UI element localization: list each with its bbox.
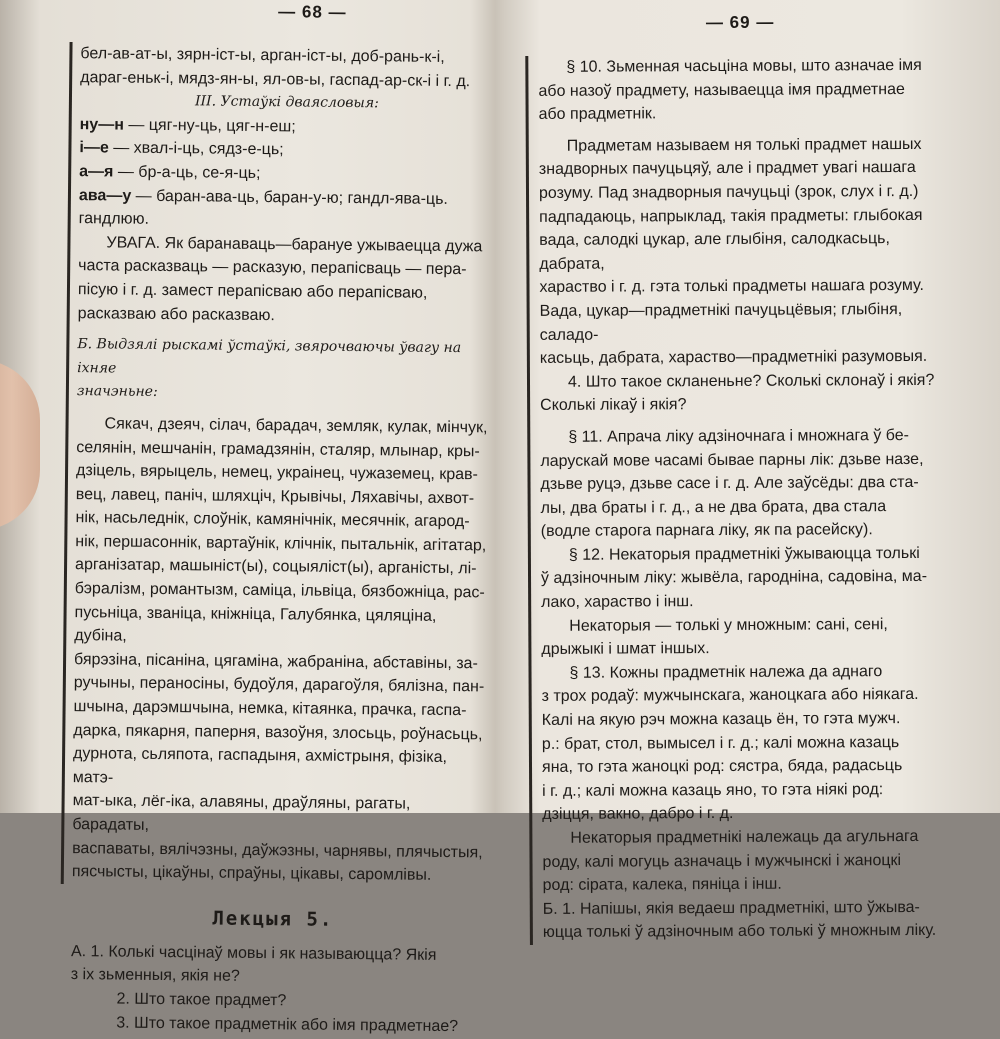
paragraph-line: лы, два браты і г. д., а не два брата, два стала: [540, 497, 887, 517]
text-line: арганізатар, машыніст(ы), соцыяліст(ы), арганісты, лі-: [74, 556, 477, 578]
paragraph-line: р.: брат, стол, вымысел і г. д.; калі можна казаць: [541, 733, 900, 753]
question-line: з іх зьменныя, якія не?: [70, 966, 240, 986]
paragraph-line: § 13. Кожны прадметнік належа да аднаго: [569, 662, 883, 682]
text-line: УВАГА. Як баранаваць—барануе ужываецца дужа: [106, 234, 483, 256]
paragraph-line: Калі на якую рэч можна казаць ён, то гэта мужч.: [541, 710, 901, 729]
text-line: ава—у — баран-ава-ць, баран-у-ю; гандл-ява-ць.: [78, 186, 448, 208]
text-line: нік, першасоннік, вартаўнік, клічнік, пытальнік, агітатар,: [75, 532, 487, 555]
paragraph-line: розуму. Пад знадворныя пачуцьці (зрок, слух і г. д.): [538, 182, 919, 202]
right-page: [525, 0, 960, 945]
text-line: пісую і г. д. замест перапісваю або перапісваю,: [77, 281, 428, 302]
paragraph-line: з трох родаў: мужчынскага, жаноцкага або ніякага.: [541, 686, 919, 706]
paragraph-line: дзіцця, вакно, дабро і г. д.: [542, 805, 734, 824]
paragraph-line: касьць, дабрата, харaство—прадметнікі разумовыя.: [539, 348, 928, 368]
text-line: нік, насьледнік, слоўнік, камянічнік, месячнік, агарод-: [75, 509, 470, 531]
paragraph-line: дзьве руцэ, дзьве сасе і г. д. Але заўсёды: два ста-: [540, 474, 919, 494]
text-line: вец, лавец, паніч, шляхціч, Крывічы, Ляхавічы, ахвот-: [75, 485, 475, 507]
section-header: III. Устаўкі дваясловыя:: [194, 93, 379, 112]
page-number-right: — 69 —: [705, 12, 775, 33]
text-line: пусьніца, званіца, кніжніца, Галубянка, цяляціна, дубіна,: [74, 603, 437, 645]
paragraph-line: § 11. Апрача ліку адзіночнага і множнага ў бе-: [568, 426, 910, 446]
text-line: пясчысты, цікаўны, спраўны, цікавы, саромлівы.: [71, 863, 432, 885]
paragraph-line: роду, калі могуць азначаць і мужчынскі і жаноцкі: [542, 851, 902, 871]
left-page: [59, 0, 495, 1039]
lecture-questions: [59, 940, 485, 1039]
text-line: шчына, дарэмшчына, немка, кітаянка, прачка, гаспа-: [73, 698, 467, 720]
text-line: васпаваты, вялічэзны, даўжэзны, чарнявы, плячыстыя,: [72, 839, 483, 861]
text-line: мат-ыка, лёг-іка, алавяны, драўляны, рагаты, барадаты,: [72, 792, 411, 834]
paragraph-line: або назоў прадмету, называецца імя прадметнае: [538, 80, 905, 100]
question-line: А. 1. Колькі часцінаў мовы і як называюцца? Якія: [70, 942, 437, 964]
paragraph-line: § 10. Зьменная часьціна мовы, што азначае імя: [566, 56, 922, 76]
question-line: 2. Што такое прадмет?: [116, 990, 287, 1010]
text-line: дзіцель, вярыцель, немец, украінец, чужаземец, крав-: [75, 462, 478, 484]
text-line: бэралізм, романтызм, саміца, ільвіца, бязбожніца, рас-: [74, 580, 485, 602]
text-line: гандлюю.: [78, 210, 150, 228]
question-line: Сколькі лікаў і якія?: [540, 396, 687, 415]
text-line: селянін, мешчанін, грамадзянін, сталяр, млынар, кры-: [76, 438, 480, 460]
text-line: Сякач, дзеяч, сілач, барадач, земляк, кулак, мінчук,: [104, 415, 488, 437]
paragraph-line: Прадметам называем ня толькі прадмет нашых: [566, 135, 922, 155]
text-line: дарка, пякарня, паперня, вазоўня, злосьць, роўнасьць,: [73, 721, 483, 743]
question-line: 4. Што такое скланеньне? Сколькі склонаў і якія?: [567, 371, 935, 391]
text-line: і—е — хвал-і-ць, сядз-е-ць;: [79, 139, 284, 159]
paragraph-line: дрыжыкі і шмат іншых.: [541, 640, 710, 659]
task-line: значэньне:: [76, 383, 158, 401]
text-line: часта расказваць — расказую, перапісваць — пера-: [78, 257, 467, 279]
paragraph-line: (водле старога парнага ліку, як па расейску).: [540, 521, 873, 541]
text-line: ручыны, пераносіны, будоўля, дарагоўля, бялізна, пан-: [73, 674, 485, 696]
paragraph-line: § 12. Некаторыя прадметнікі ўжываюцца толькі: [568, 544, 920, 564]
text-line: бел-ав-ат-ы, зярн-іст-ы, арган-іст-ы, доб-рань-к-і,: [80, 45, 445, 66]
task-line: Б. 1. Напішы, якія ведаеш прадметнікі, што ўжыва-: [542, 898, 920, 918]
right-page-body: [525, 54, 960, 945]
paragraph-line: Некаторыя прадметнікі належаць да агульнага: [570, 827, 919, 847]
text-line: дараг-еньк-і, мядз-ян-ы, ял-ов-ы, гаспад-ар-ск-і і г. д.: [80, 68, 471, 90]
text-line: ну—н — цяг-ну-ць, цяг-н-еш;: [79, 115, 296, 136]
text-line: а—я — бр-а-ць, се-я-ць;: [79, 163, 261, 182]
page-number-left: — 68 —: [278, 2, 347, 22]
text-line: расказваю або расказваю.: [77, 304, 275, 324]
paragraph-line: род: сірата, калека, пяніца і інш.: [542, 875, 782, 895]
text-line: бярэзіна, пісаніна, цягаміна, жабраніна, абставіны, за-: [74, 650, 478, 673]
paragraph-line: харaство і г. д. гэта толькі прадметы нашага розуму.: [539, 277, 924, 297]
text-line: дурнота, сьляпота, гаспадыня, ахмістрыня, фізіка, матэ-: [72, 745, 448, 787]
left-page-body: [61, 42, 495, 888]
question-line: 3. Што такое прадметнік або імя прадметнае?: [116, 1014, 459, 1035]
paragraph-line: знадворных пачуцьцяў, але і прадмет увагі нашага: [538, 159, 916, 179]
lecture-title: Лекцыя 5.: [212, 907, 334, 931]
paragraph-line: вада, салодкі цукар, але глыбіня, салодкасьць, дабрата,: [539, 230, 890, 273]
paragraph-line: яна, то гэта жаноцкі род: сястра, бяда, радасьць: [541, 757, 903, 777]
thumb: [0, 360, 40, 530]
paragraph-line: Вада, цукар—прадметнікі пачуцьцёвыя; глыбіня, саладо-: [539, 300, 903, 344]
task-line: Б. Выдзялі рыскамі ўстаўкі, звярочваючы ўвагу на іхняе: [77, 336, 462, 377]
paragraph-line: або прадметнік.: [538, 105, 657, 124]
task-line: юцца толькі ў адзіночным або толькі ў множным ліку.: [542, 922, 937, 942]
paragraph-line: Некаторыя — толькі у множным: сані, сені,: [569, 615, 888, 635]
paragraph-line: лако, харaство і інш.: [541, 593, 694, 611]
paragraph-line: ларускай мове часамі бывае парны лік: дзьве назе,: [540, 450, 924, 470]
paragraph-line: і г. д.; калі можна казаць яно, то гэта ніякі род:: [542, 780, 884, 800]
paragraph-line: падпадаюць, напрыклад, такія прадметы: глыбокая: [539, 206, 923, 226]
paragraph-line: ў адзіночным ліку: жывёла, гародніна, садовіна, ма-: [540, 568, 928, 588]
